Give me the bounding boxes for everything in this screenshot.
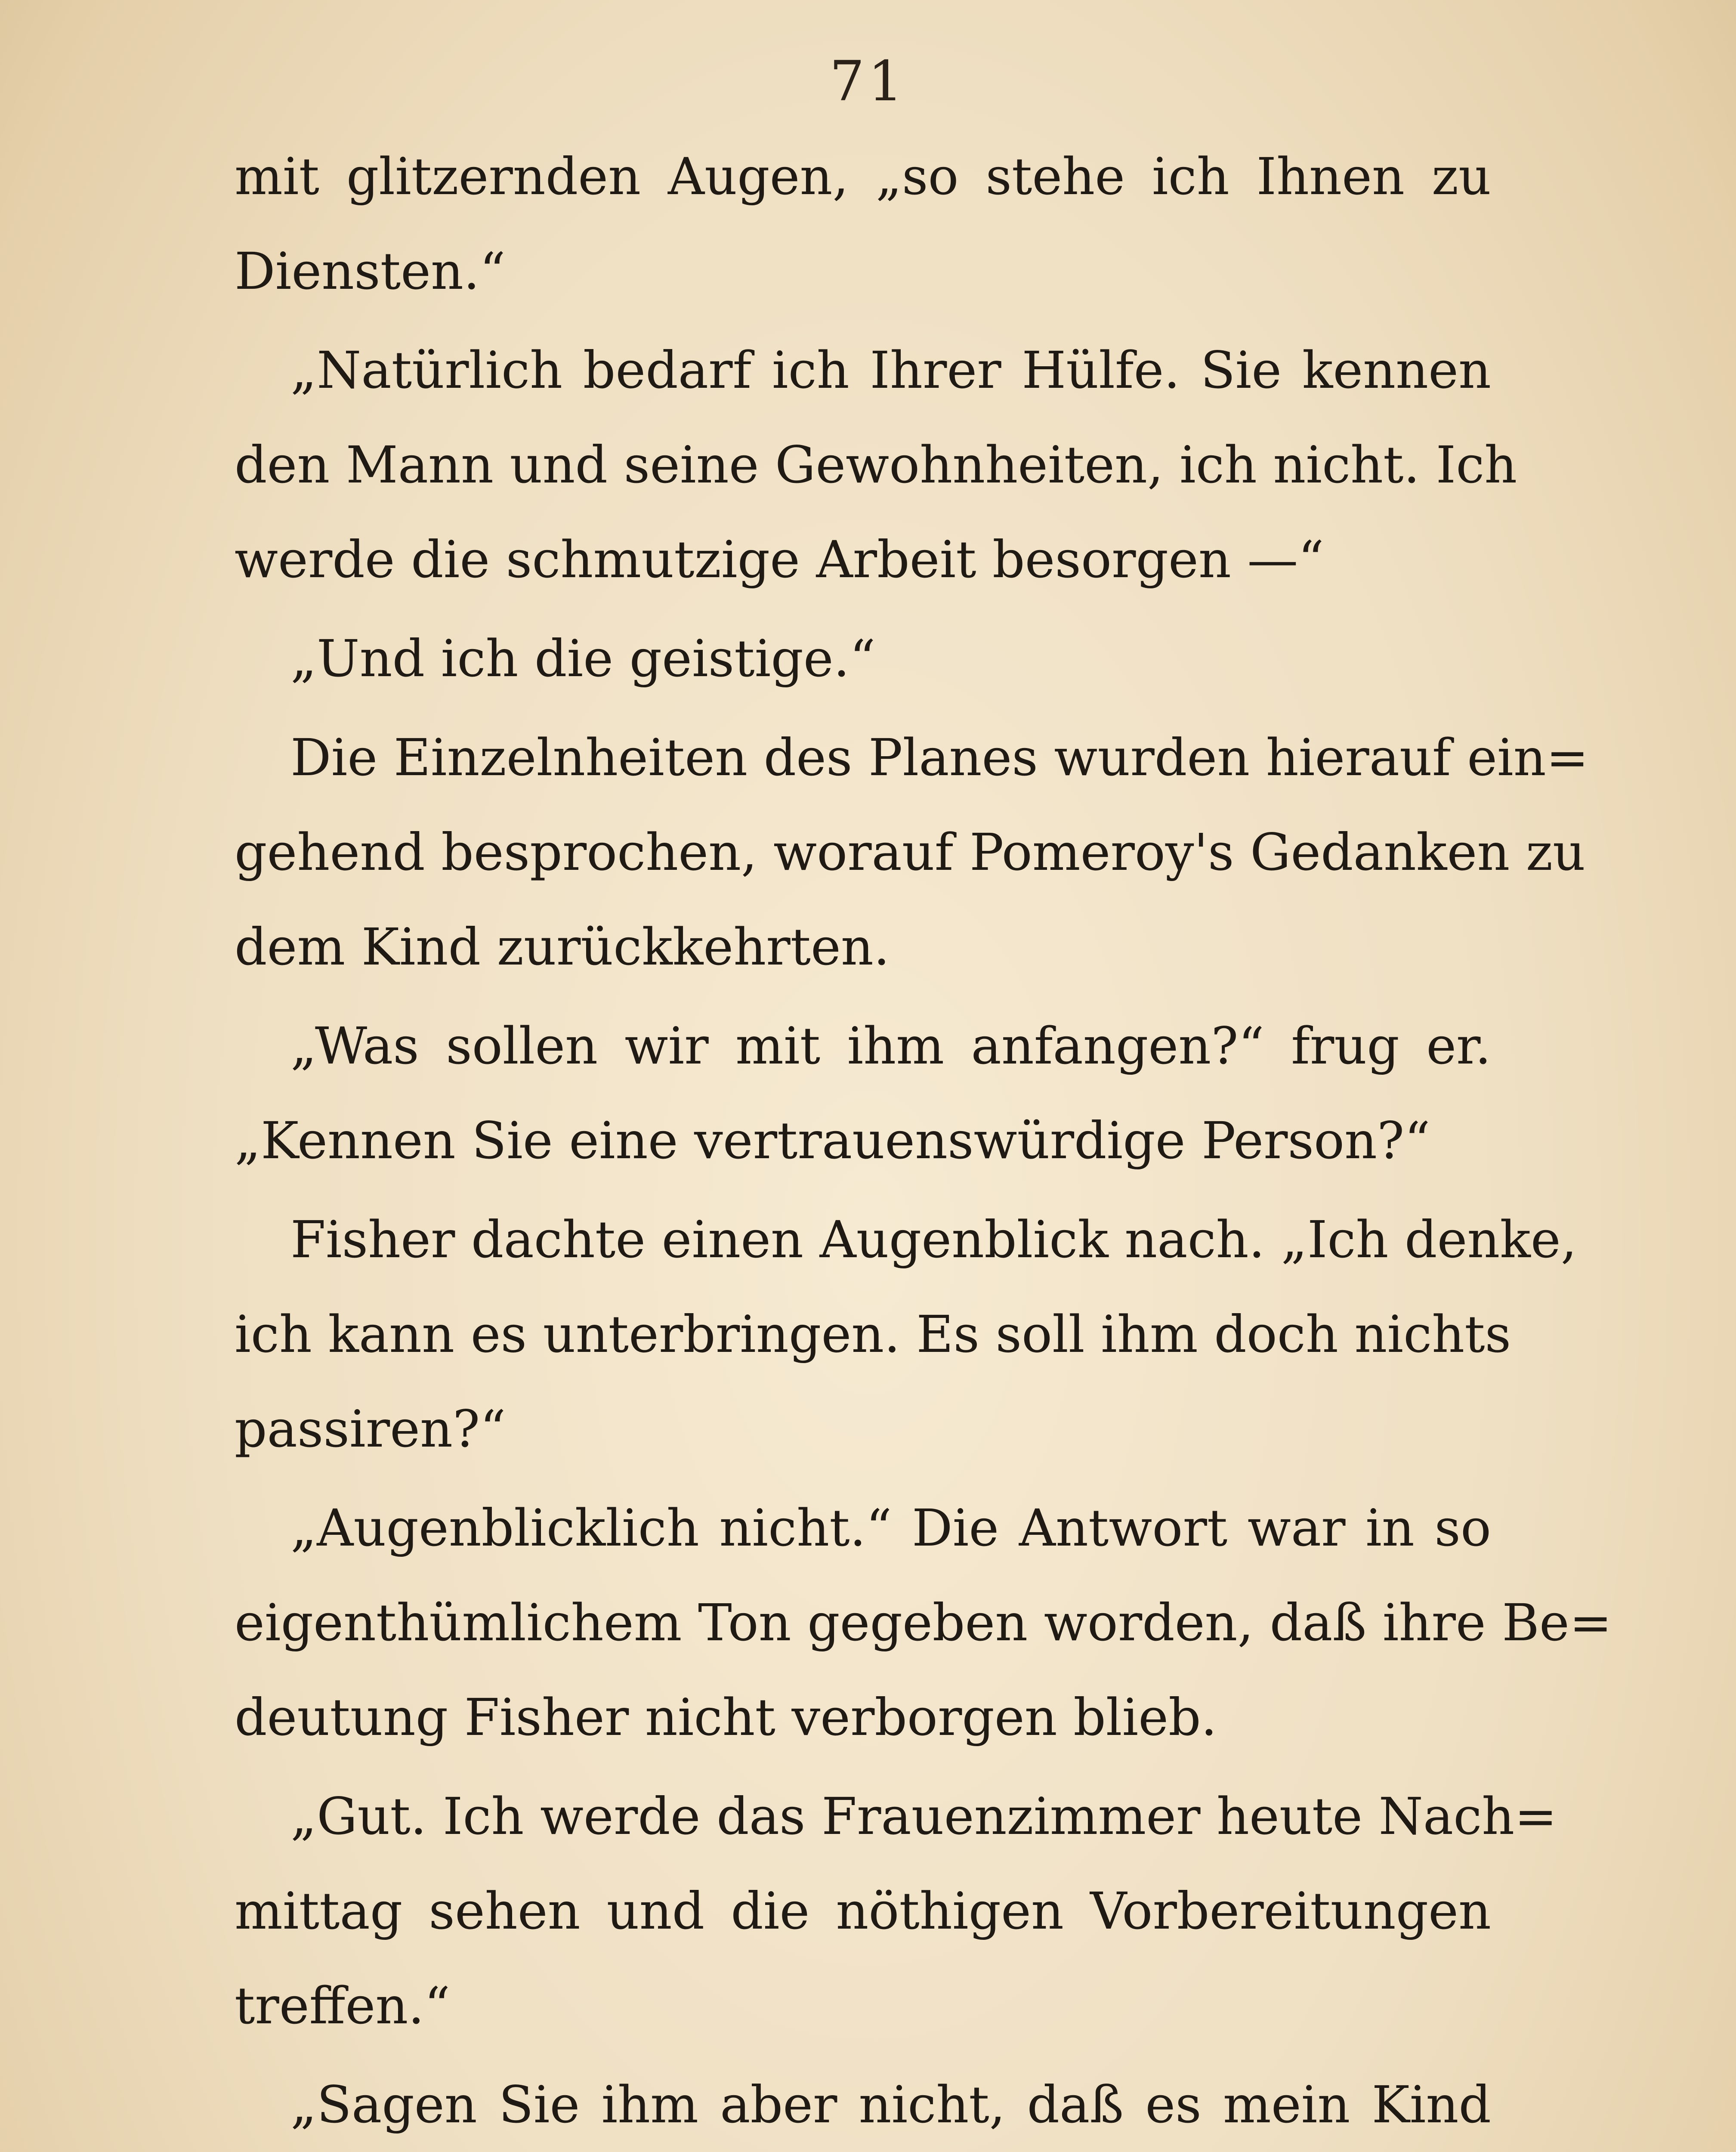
text-line: eigenthümlichem Ton gegeben worden, daß ihre Be= xyxy=(235,1593,1612,1652)
text-line: treffen.“ xyxy=(235,1976,451,2035)
text-line: gehend besprochen, worauf Pomeroy's Gedanken zu xyxy=(235,822,1586,882)
text-line: „Sagen Sie ihm aber nicht, daß es mein Kind xyxy=(290,2075,1491,2134)
text-line: „Was sollen wir mit ihm anfangen?“ frug er. xyxy=(290,1016,1491,1076)
text-line: Fisher dachte einen Augenblick nach. „Ich denke, xyxy=(290,1210,1577,1269)
text-line: werde die schmutzige Arbeit besorgen —“ xyxy=(235,530,1324,589)
text-line: „Augenblicklich nicht.“ Die Antwort war in so xyxy=(290,1498,1491,1558)
text-line: ich kann es unterbringen. Es soll ihm doch nichts xyxy=(235,1305,1511,1364)
text-line: „Und ich die geistige.“ xyxy=(290,629,876,688)
page-number: 71 xyxy=(829,49,907,114)
text-line: passiren?“ xyxy=(235,1399,506,1459)
text-line: mittag sehen und die nöthigen Vorbereitungen xyxy=(235,1881,1491,1941)
text-line: deutung Fisher nicht verborgen blieb. xyxy=(235,1688,1217,1747)
text-line: „Gut. Ich werde das Frauenzimmer heute Nach= xyxy=(290,1787,1557,1846)
text-line: dem Kind zurückkehrten. xyxy=(235,917,890,977)
text-line: „Natürlich bedarf ich Ihrer Hülfe. Sie kennen xyxy=(290,340,1491,400)
text-line: mit glitzernden Augen, „so stehe ich Ihnen zu xyxy=(235,147,1491,206)
text-line: Die Einzelnheiten des Planes wurden hierauf ein= xyxy=(290,728,1589,787)
text-line: Diensten.“ xyxy=(235,241,506,301)
text-line: „Kennen Sie eine vertrauenswürdige Person?“ xyxy=(235,1111,1430,1170)
text-line: den Mann und seine Gewohnheiten, ich nicht. Ich xyxy=(235,435,1517,495)
